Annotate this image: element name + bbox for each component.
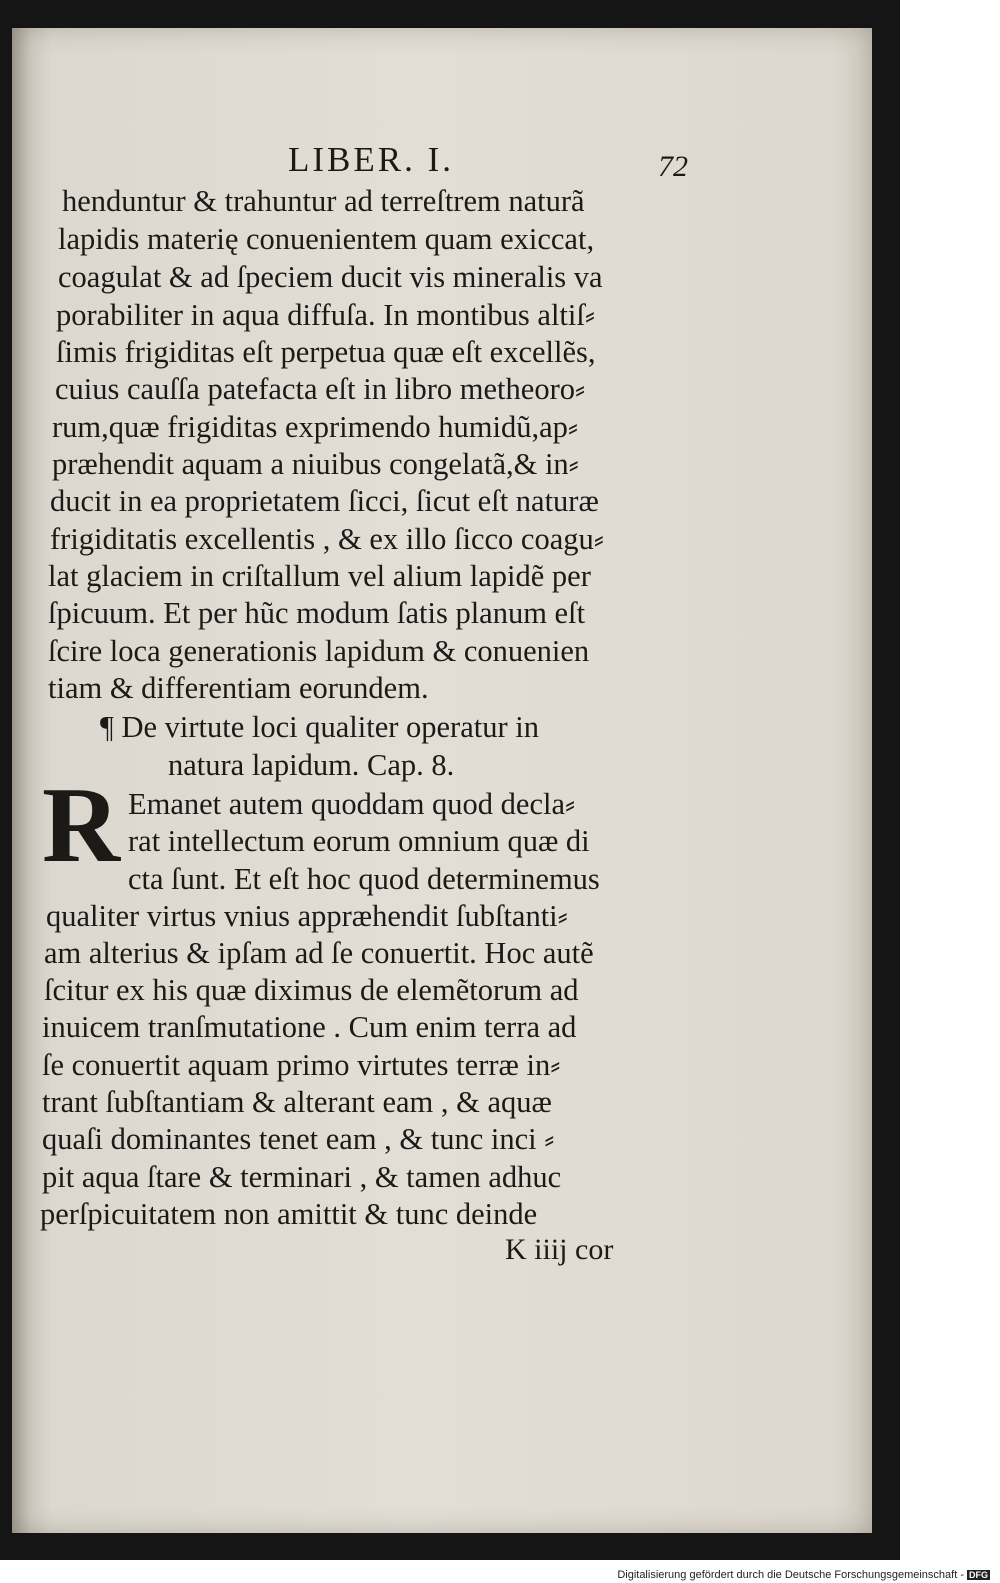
dfg-credit — [617, 1569, 990, 1581]
chapter-heading-line: natura lapidum. Cap. 8. — [168, 748, 455, 782]
text-line: cta ſunt. Et eſt hoc quod determinemus — [128, 862, 600, 896]
text-line: coagulat & ad ſpeciem ducit vis mineralis va — [58, 260, 603, 294]
folio-number: 72 — [658, 150, 688, 183]
text-line: ducit in ea proprietatem ſicci, ſicut eſt naturæ — [50, 484, 599, 518]
text-line: lat glaciem in criſtallum vel alium lapidẽ per — [48, 559, 591, 593]
text-line: quaſi dominantes tenet eam , & tunc inci ⸗ — [42, 1122, 555, 1156]
text-line: frigiditatis excellentis , & ex illo ſicco coagu⸗ — [50, 522, 604, 556]
text-line: perſpicuitatem non amittit & tunc deinde — [40, 1197, 538, 1231]
text-line: pit aqua ſtare & terminari , & tamen adhuc — [42, 1160, 562, 1194]
text-line: henduntur & trahuntur ad terreſtrem naturã — [62, 184, 585, 218]
text-line: Emanet autem quoddam quod decla⸗ — [128, 787, 576, 821]
text-line: ſpicuum. Et per hũc modum ſatis planum eſt — [48, 596, 586, 630]
text-line: ſe conuertit aquam primo virtutes terræ in⸗ — [42, 1048, 561, 1082]
decorated-initial: R — [42, 766, 120, 885]
text-line: qualiter virtus vnius appræhendit ſubſtanti⸗ — [46, 899, 568, 933]
text-line: ſimis frigiditas eſt perpetua quæ eſt excellẽs, — [56, 335, 596, 369]
text-line: inuicem tranſmutatione . Cum enim terra ad — [42, 1010, 577, 1044]
chapter-heading-line: ¶ De virtute loci qualiter operatur in — [100, 710, 539, 744]
text-line: cuius cauſſa patefacta eſt in libro metheoro⸗ — [55, 372, 586, 406]
running-head: LIBER. I. — [288, 140, 455, 179]
dfg-logo: DFG — [969, 1570, 988, 1580]
text-line: rat intellectum eorum omnium quæ di — [128, 824, 590, 858]
text-line: rum,quæ frigiditas exprimendo humidũ,ap⸗ — [52, 410, 579, 444]
text-line: am alterius & ipſam ad ſe conuertit. Hoc autẽ — [44, 936, 594, 970]
text-line: ſcitur ex his quæ diximus de elemẽtorum ad — [44, 973, 579, 1007]
text-line: tiam & differentiam eorundem. — [48, 671, 429, 705]
dfg-credit-text: Digitalisierung gefördert durch die Deutsche Forschungsgemeinschaft - — [617, 1569, 964, 1581]
text-line: porabiliter in aqua diffuſa. In montibus altiſ⸗ — [56, 298, 595, 332]
text-line: præhendit aquam a niuibus congelatã,& in⸗ — [52, 447, 579, 481]
text-line: lapidis materię conuenientem quam exiccat, — [58, 222, 595, 256]
text-line: ſcire loca generationis lapidum & conuenien — [48, 634, 590, 668]
catchword-signature: K iiij cor — [505, 1233, 614, 1266]
text-line: trant ſubſtantiam & alterant eam , & aquæ — [42, 1085, 552, 1119]
